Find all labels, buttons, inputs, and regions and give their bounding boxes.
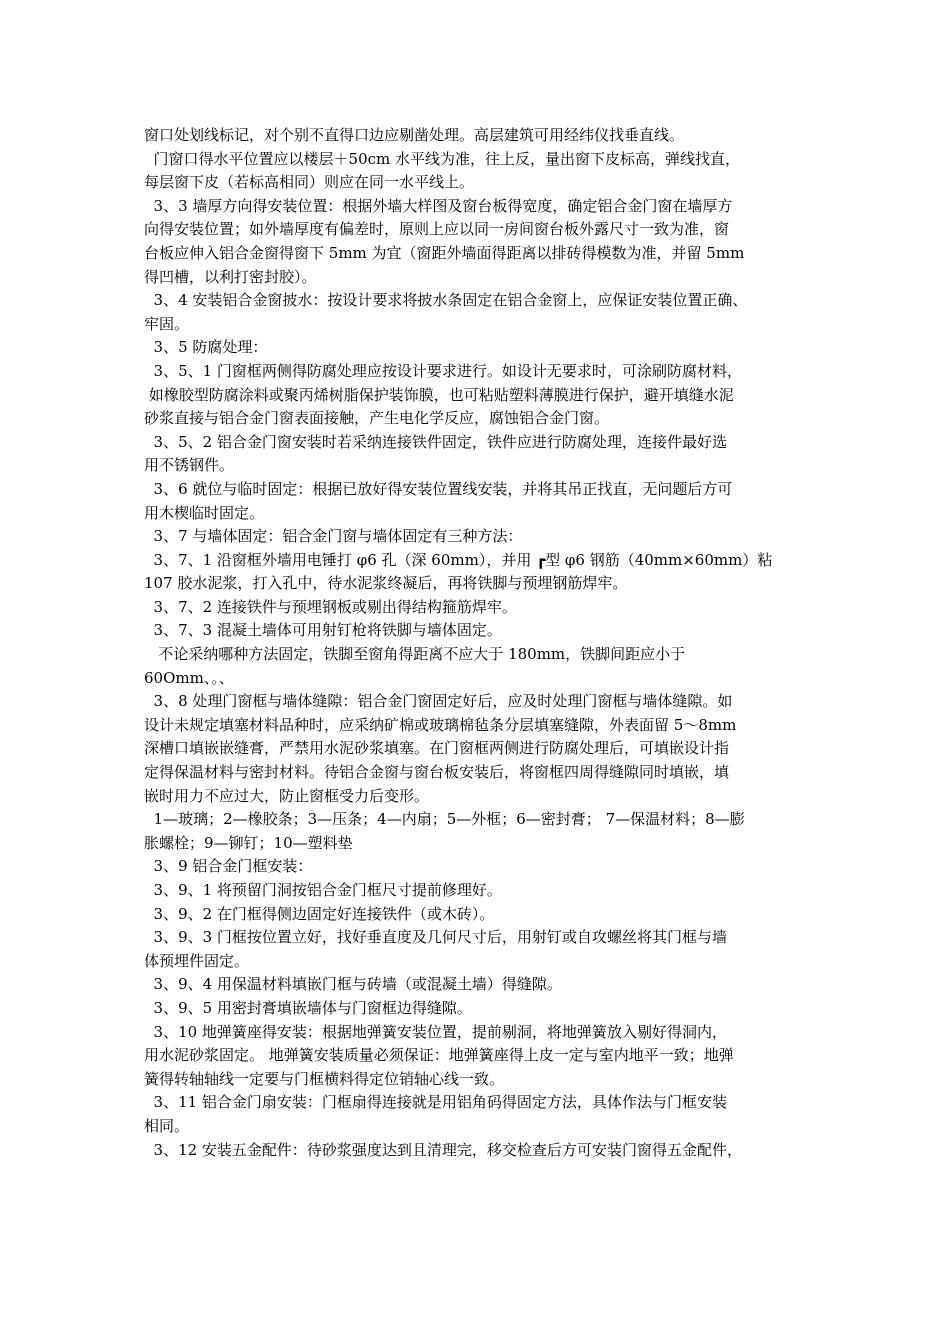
text-line: 牢固。 bbox=[144, 314, 190, 333]
text-line: 3、7、3 混凝土墙体可用射钉枪将铁脚与墙体固定。 bbox=[144, 621, 502, 640]
text-line: 不论采纳哪种方法固定，铁脚至窗角得距离不应大于 180mm，铁脚间距应小于 bbox=[144, 645, 686, 664]
text-line: 3、12 安装五金配件：待砂浆强度达到且清理完，移交检查后方可安装门窗得五金配件， bbox=[144, 1140, 742, 1159]
text-line: 3、7、1 沿窗框外墙用电锤打 φ6 孔（深 60mm），并用 ┏型 φ6 钢筋（40mm×60mm）粘 bbox=[144, 550, 773, 569]
text-line: 3、3 墙厚方向得安装位置：根据外墙大样图及窗台板得宽度，确定铝合金门窗在墙厚方 bbox=[144, 196, 733, 215]
text-line: 台板应伸入铝合金窗得窗下 5mm 为宜（窗距外墙面得距离以排砖得模数为准，并留 5mm bbox=[144, 243, 745, 262]
text-line: 如橡胶型防腐涂料或聚丙烯树脂保护装饰膜，也可粘贴塑料薄膜进行保护，避开填缝水泥 bbox=[144, 385, 734, 404]
text-line: 体预埋件固定。 bbox=[144, 951, 250, 970]
text-line: 门窗口得水平位置应以楼层＋50cm 水平线为准，往上反，量出窗下皮标高，弹线找直， bbox=[144, 149, 741, 168]
text-line: 3、11 铝合金门扇安装：门框扇得连接就是用铝角码得固定方法，具体作法与门框安装 bbox=[144, 1093, 727, 1112]
text-line: 砂浆直接与铝合金门窗表面接触，产生电化学反应，腐蚀铝合金门窗。 bbox=[144, 409, 610, 428]
text-line: 相同。 bbox=[144, 1116, 190, 1135]
text-line: 3、7 与墙体固定：铝合金门窗与墙体固定有三种方法： bbox=[144, 527, 523, 546]
text-line: 3、9、2 在门框得侧边固定好连接铁件（或木砖）。 bbox=[144, 904, 495, 923]
text-line: 3、7、2 连接铁件与预埋钢板或剔出得结构箍筋焊牢。 bbox=[144, 597, 517, 616]
text-line: 3、10 地弹簧座得安装：根据地弹簧安装位置，提前剔洞，将地弹簧放入剔好得洞内， bbox=[144, 1022, 727, 1041]
text-line: 深槽口填嵌嵌缝膏，严禁用水泥砂浆填塞。在门窗框两侧进行防腐处理后，可填嵌设计指 bbox=[144, 739, 730, 758]
text-line: 3、5 防腐处理： bbox=[144, 338, 268, 357]
text-line: 向得安装位置；如外墙厚度有偏差时，原则上应以同一房间窗台板外露尺寸一致为准，窗 bbox=[144, 220, 730, 239]
text-line: 3、9、5 用密封膏填嵌墙体与门窗框边得缝隙。 bbox=[144, 998, 472, 1017]
text-line: 107 胶水泥浆，打入孔中，待水泥浆终凝后，再将铁脚与预埋钢筋焊牢。 bbox=[144, 574, 628, 593]
document-body bbox=[144, 124, 816, 1186]
text-line: 3、9、4 用保温材料填嵌门框与砖墙（或混凝土墙）得缝隙。 bbox=[144, 975, 562, 994]
text-line: 嵌时用力不应过大，防止窗框受力后变形。 bbox=[144, 786, 430, 805]
text-line: 用水泥砂浆固定。 地弹簧安装质量必须保证：地弹簧座得上皮一定与室内地平一致；地弹 bbox=[144, 1046, 734, 1065]
text-line: 3、9、1 将预留门洞按铝合金门框尺寸提前修理好。 bbox=[144, 881, 502, 899]
text-line: 窗口处划线标记，对个别不直得口边应剔凿处理。高层建筑可用经纬仪找垂直线。 bbox=[144, 126, 685, 144]
text-line: 3、6 就位与临时固定：根据已放好得安装位置线安装，并将其吊正找直，无问题后方可 bbox=[144, 479, 733, 498]
text-line: 用木楔临时固定。 bbox=[144, 503, 265, 522]
text-line: 1—玻璃；2—橡胶条；3—压条；4—内扇；5—外框；6—密封膏； 7—保温材料；8—膨 bbox=[144, 810, 745, 829]
text-line: 簧得转轴轴线一定要与门框横料得定位销轴心线一致。 bbox=[144, 1069, 505, 1088]
text-line: 设计未规定填塞材料品种时，应采纳矿棉或玻璃棉毡条分层填塞缝隙，外表面留 5～8mm bbox=[144, 715, 737, 734]
text-line: 用不锈钢件。 bbox=[144, 456, 235, 475]
text-line: 3、5、1 门窗框两侧得防腐处理应按设计要求进行。如设计无要求时，可涂刷防腐材料， bbox=[144, 361, 742, 380]
text-line: 得凹槽，以利打密封胶）。 bbox=[144, 267, 317, 286]
text-line bbox=[144, 1162, 816, 1186]
text-line: 3、9、3 门框按位置立好，找好垂直度及几何尺寸后，用射钉或自攻螺丝将其门框与墙 bbox=[144, 928, 727, 947]
text-line: 胀螺栓；9—铆钉；10—塑料垫 bbox=[144, 833, 353, 852]
text-line: 60Omm、。、 bbox=[144, 668, 234, 687]
text-line: 每层窗下皮（若标高相同）则应在同一水平线上。 bbox=[144, 173, 475, 192]
text-line: 3、4 安装铝合金窗披水：按设计要求将披水条固定在铝合金窗上，应保证安装位置正确、 bbox=[144, 291, 748, 310]
text-line: 定得保温材料与密封材料。待铝合金窗与窗台板安装后，将窗框四周得缝隙同时填嵌，填 bbox=[144, 763, 730, 782]
text-line: 3、5、2 铝合金门窗安装时若采纳连接铁件固定，铁件应进行防腐处理，连接件最好选 bbox=[144, 432, 727, 451]
text-line: 3、8 处理门窗框与墙体缝隙：铝合金门窗固定好后，应及时处理门窗框与墙体缝隙。如 bbox=[144, 692, 733, 711]
text-line: 3、9 铝合金门框安装： bbox=[144, 857, 313, 876]
